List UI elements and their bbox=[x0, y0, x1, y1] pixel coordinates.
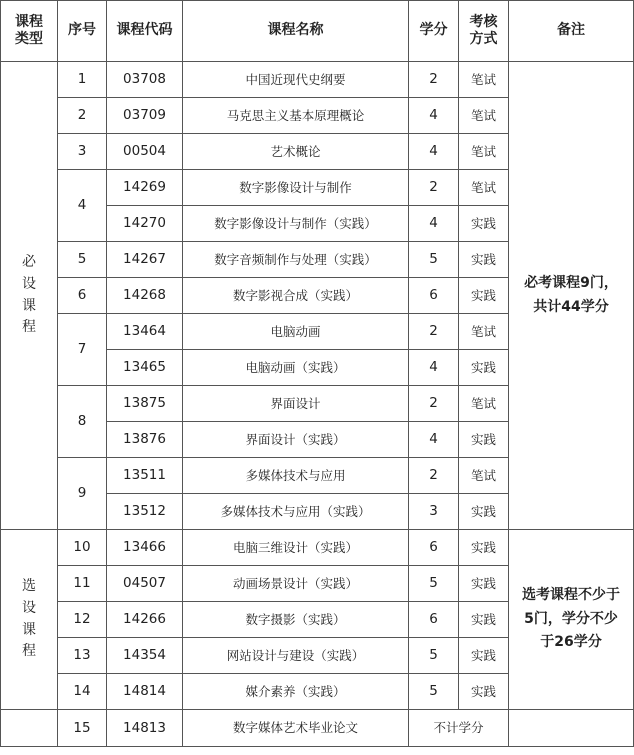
course-type-required: 必 设 课 程 bbox=[1, 62, 58, 530]
header-code: 课程代码 bbox=[107, 1, 183, 62]
seq-cell: 15 bbox=[58, 710, 107, 747]
notes-elective: 选考课程不少于 5门，学分不少 于26学分 bbox=[509, 530, 634, 710]
exam-cell: 实践 bbox=[459, 350, 509, 386]
seq-cell: 10 bbox=[58, 530, 107, 566]
credit-cell: 4 bbox=[409, 98, 459, 134]
code-cell: 14354 bbox=[107, 638, 183, 674]
name-cell: 数字音频制作与处理（实践） bbox=[183, 242, 409, 278]
name-cell: 中国近现代史纲要 bbox=[183, 62, 409, 98]
code-cell: 00504 bbox=[107, 134, 183, 170]
credit-cell: 2 bbox=[409, 170, 459, 206]
credit-cell: 6 bbox=[409, 278, 459, 314]
credit-cell: 6 bbox=[409, 602, 459, 638]
seq-cell: 12 bbox=[58, 602, 107, 638]
code-cell: 03708 bbox=[107, 62, 183, 98]
credit-cell: 4 bbox=[409, 422, 459, 458]
exam-cell: 实践 bbox=[459, 638, 509, 674]
table-row bbox=[1, 530, 634, 566]
credit-cell: 5 bbox=[409, 674, 459, 710]
table-row bbox=[1, 62, 634, 98]
exam-cell: 实践 bbox=[459, 206, 509, 242]
header-credit: 学分 bbox=[409, 1, 459, 62]
seq-cell: 2 bbox=[58, 98, 107, 134]
course-type-elective: 选 设 课 程 bbox=[1, 530, 58, 710]
seq-cell: 4 bbox=[58, 170, 107, 242]
code-cell: 13511 bbox=[107, 458, 183, 494]
exam-cell: 笔试 bbox=[459, 386, 509, 422]
exam-cell: 笔试 bbox=[459, 458, 509, 494]
code-cell: 04507 bbox=[107, 566, 183, 602]
exam-cell: 实践 bbox=[459, 602, 509, 638]
name-cell: 动画场景设计（实践） bbox=[183, 566, 409, 602]
credit-cell: 5 bbox=[409, 566, 459, 602]
seq-cell: 9 bbox=[58, 458, 107, 530]
exam-cell: 笔试 bbox=[459, 170, 509, 206]
credit-cell: 2 bbox=[409, 386, 459, 422]
notes-required: 必考课程9门， 共计44学分 bbox=[509, 62, 634, 530]
seq-cell: 7 bbox=[58, 314, 107, 386]
exam-cell: 实践 bbox=[459, 530, 509, 566]
code-cell: 14270 bbox=[107, 206, 183, 242]
header-exam: 考核 方式 bbox=[459, 1, 509, 62]
exam-cell: 实践 bbox=[459, 422, 509, 458]
header-notes: 备注 bbox=[509, 1, 634, 62]
seq-cell: 5 bbox=[58, 242, 107, 278]
credit-note-cell: 不计学分 bbox=[409, 710, 509, 747]
name-cell: 网站设计与建设（实践） bbox=[183, 638, 409, 674]
name-cell: 数字影像设计与制作（实践） bbox=[183, 206, 409, 242]
credit-cell: 2 bbox=[409, 458, 459, 494]
exam-cell: 笔试 bbox=[459, 62, 509, 98]
seq-cell: 14 bbox=[58, 674, 107, 710]
code-cell: 14268 bbox=[107, 278, 183, 314]
name-cell: 多媒体技术与应用（实践） bbox=[183, 494, 409, 530]
course-type-blank bbox=[1, 710, 58, 747]
credit-cell: 5 bbox=[409, 242, 459, 278]
name-cell: 数字摄影（实践） bbox=[183, 602, 409, 638]
code-cell: 14814 bbox=[107, 674, 183, 710]
credit-cell: 2 bbox=[409, 62, 459, 98]
name-cell: 数字影像设计与制作 bbox=[183, 170, 409, 206]
name-cell: 马克思主义基本原理概论 bbox=[183, 98, 409, 134]
header-name: 课程名称 bbox=[183, 1, 409, 62]
code-cell: 13465 bbox=[107, 350, 183, 386]
exam-cell: 笔试 bbox=[459, 98, 509, 134]
code-cell: 03709 bbox=[107, 98, 183, 134]
code-cell: 13464 bbox=[107, 314, 183, 350]
credit-cell: 4 bbox=[409, 134, 459, 170]
exam-cell: 实践 bbox=[459, 566, 509, 602]
credit-cell: 4 bbox=[409, 206, 459, 242]
code-cell: 13875 bbox=[107, 386, 183, 422]
code-cell: 14267 bbox=[107, 242, 183, 278]
name-cell: 电脑动画（实践） bbox=[183, 350, 409, 386]
name-cell: 界面设计 bbox=[183, 386, 409, 422]
name-cell: 媒介素养（实践） bbox=[183, 674, 409, 710]
credit-cell: 5 bbox=[409, 638, 459, 674]
seq-cell: 13 bbox=[58, 638, 107, 674]
code-cell: 14269 bbox=[107, 170, 183, 206]
code-cell: 13876 bbox=[107, 422, 183, 458]
seq-cell: 6 bbox=[58, 278, 107, 314]
exam-cell: 笔试 bbox=[459, 314, 509, 350]
name-cell: 数字影视合成（实践） bbox=[183, 278, 409, 314]
name-cell: 艺术概论 bbox=[183, 134, 409, 170]
seq-cell: 1 bbox=[58, 62, 107, 98]
exam-cell: 实践 bbox=[459, 494, 509, 530]
code-cell: 14266 bbox=[107, 602, 183, 638]
seq-cell: 8 bbox=[58, 386, 107, 458]
header-course-type: 课程 类型 bbox=[1, 1, 58, 62]
code-cell: 13512 bbox=[107, 494, 183, 530]
code-cell: 14813 bbox=[107, 710, 183, 747]
credit-cell: 6 bbox=[409, 530, 459, 566]
seq-cell: 11 bbox=[58, 566, 107, 602]
header-row bbox=[1, 1, 634, 62]
exam-cell: 实践 bbox=[459, 242, 509, 278]
table-row bbox=[1, 710, 634, 747]
credit-cell: 4 bbox=[409, 350, 459, 386]
code-cell: 13466 bbox=[107, 530, 183, 566]
header-seq: 序号 bbox=[58, 1, 107, 62]
credit-cell: 2 bbox=[409, 314, 459, 350]
name-cell: 电脑三维设计（实践） bbox=[183, 530, 409, 566]
name-cell: 多媒体技术与应用 bbox=[183, 458, 409, 494]
name-cell: 界面设计（实践） bbox=[183, 422, 409, 458]
exam-cell: 笔试 bbox=[459, 134, 509, 170]
exam-cell: 实践 bbox=[459, 278, 509, 314]
name-cell: 数字媒体艺术毕业论文 bbox=[183, 710, 409, 747]
notes-blank bbox=[509, 710, 634, 747]
credit-cell: 3 bbox=[409, 494, 459, 530]
seq-cell: 3 bbox=[58, 134, 107, 170]
name-cell: 电脑动画 bbox=[183, 314, 409, 350]
exam-cell: 实践 bbox=[459, 674, 509, 710]
